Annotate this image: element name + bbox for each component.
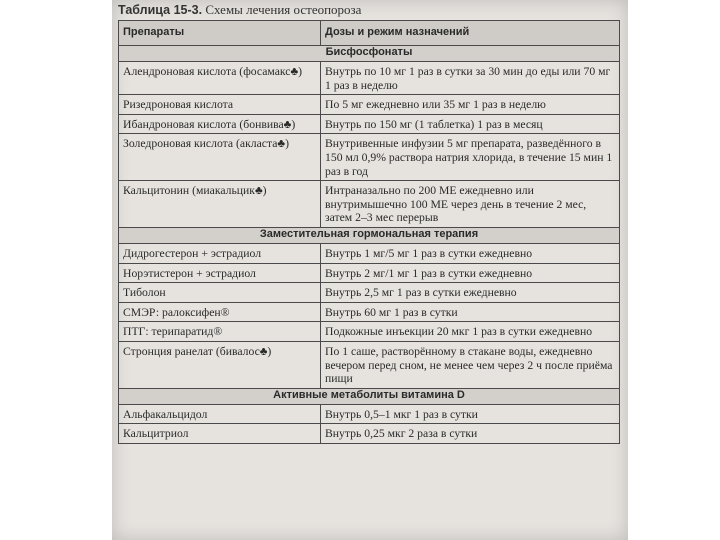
table-row	[119, 134, 620, 181]
drug-cell: Альфакальцидол	[119, 404, 321, 424]
drug-cell: Тиболон	[119, 283, 321, 303]
dosage-cell: Интраназально по 200 МЕ ежедневно или внутримышечно 100 МЕ через день в течение 2 мес, затем 2–3 мес перерыв	[321, 181, 620, 228]
header-dosage: Дозы и режим назначений	[321, 21, 620, 46]
drug-cell: Дидрогестерон + эстрадиол	[119, 243, 321, 263]
drug-cell: СМЭР: ралоксифен®	[119, 302, 321, 322]
dosage-cell: Внутрь 60 мг 1 раз в сутки	[321, 302, 620, 322]
section-header-vitamin-d	[119, 388, 620, 404]
drug-cell: Стронция ранелат (бивалос♣)	[119, 341, 321, 388]
drug-cell: Кальцитриол	[119, 424, 321, 444]
drug-cell: Золедроновая кислота (акласта♣)	[119, 134, 321, 181]
section-header-hormone-therapy	[119, 227, 620, 243]
header-drugs: Препараты	[119, 21, 321, 46]
dosage-cell: Внутрь по 10 мг 1 раз в сутки за 30 мин до еды или 70 мг 1 раз в неделю	[321, 62, 620, 95]
drug-cell: Ризедроновая кислота	[119, 95, 321, 115]
table-row	[119, 322, 620, 342]
drug-cell: Норэтистерон + эстрадиол	[119, 263, 321, 283]
table-row	[119, 302, 620, 322]
section-header-bisphosphonates	[119, 46, 620, 62]
caption-title: Схемы лечения остеопороза	[205, 2, 362, 17]
dosage-cell: Внутрь 2 мг/1 мг 1 раз в сутки ежедневно	[321, 263, 620, 283]
dosage-cell: Внутрь 2,5 мг 1 раз в сутки ежедневно	[321, 283, 620, 303]
drug-cell: Кальцитонин (миакальцик♣)	[119, 181, 321, 228]
dosage-cell: По 1 саше, растворённому в стакане воды, ежедневно вечером перед сном, не менее чем через 2 ч после приёма пищи	[321, 341, 620, 388]
dosage-cell: Внутривенные инфузии 5 мг препарата, разведённого в 150 мл 0,9% раствора натрия хлорида, в течение 15 мин 1 раз в год	[321, 134, 620, 181]
table-row	[119, 114, 620, 134]
drug-cell: Алендроновая кислота (фосамакс♣)	[119, 62, 321, 95]
dosage-cell: Внутрь 0,25 мкг 2 раза в сутки	[321, 424, 620, 444]
section-title: Активные метаболиты витамина D	[119, 388, 620, 404]
table-row	[119, 283, 620, 303]
osteoporosis-treatment-table	[118, 20, 620, 444]
table-row	[119, 424, 620, 444]
section-title: Бисфосфонаты	[119, 46, 620, 62]
header-row	[119, 21, 620, 46]
dosage-cell: Подкожные инъекции 20 мкг 1 раз в сутки ежедневно	[321, 322, 620, 342]
table-row	[119, 95, 620, 115]
table-caption	[118, 2, 361, 18]
section-title: Заместительная гормональная терапия	[119, 227, 620, 243]
table-row	[119, 341, 620, 388]
table-row	[119, 263, 620, 283]
dosage-cell: Внутрь 1 мг/5 мг 1 раз в сутки ежедневно	[321, 243, 620, 263]
drug-cell: ПТГ: терипаратид®	[119, 322, 321, 342]
dosage-cell: По 5 мг ежедневно или 35 мг 1 раз в неделю	[321, 95, 620, 115]
caption-label: Таблица 15-3.	[118, 3, 203, 17]
table-row	[119, 404, 620, 424]
dosage-cell: Внутрь по 150 мг (1 таблетка) 1 раз в месяц	[321, 114, 620, 134]
table-row	[119, 243, 620, 263]
table-row	[119, 62, 620, 95]
dosage-cell: Внутрь 0,5–1 мкг 1 раз в сутки	[321, 404, 620, 424]
drug-cell: Ибандроновая кислота (бонвива♣)	[119, 114, 321, 134]
table-row	[119, 181, 620, 228]
